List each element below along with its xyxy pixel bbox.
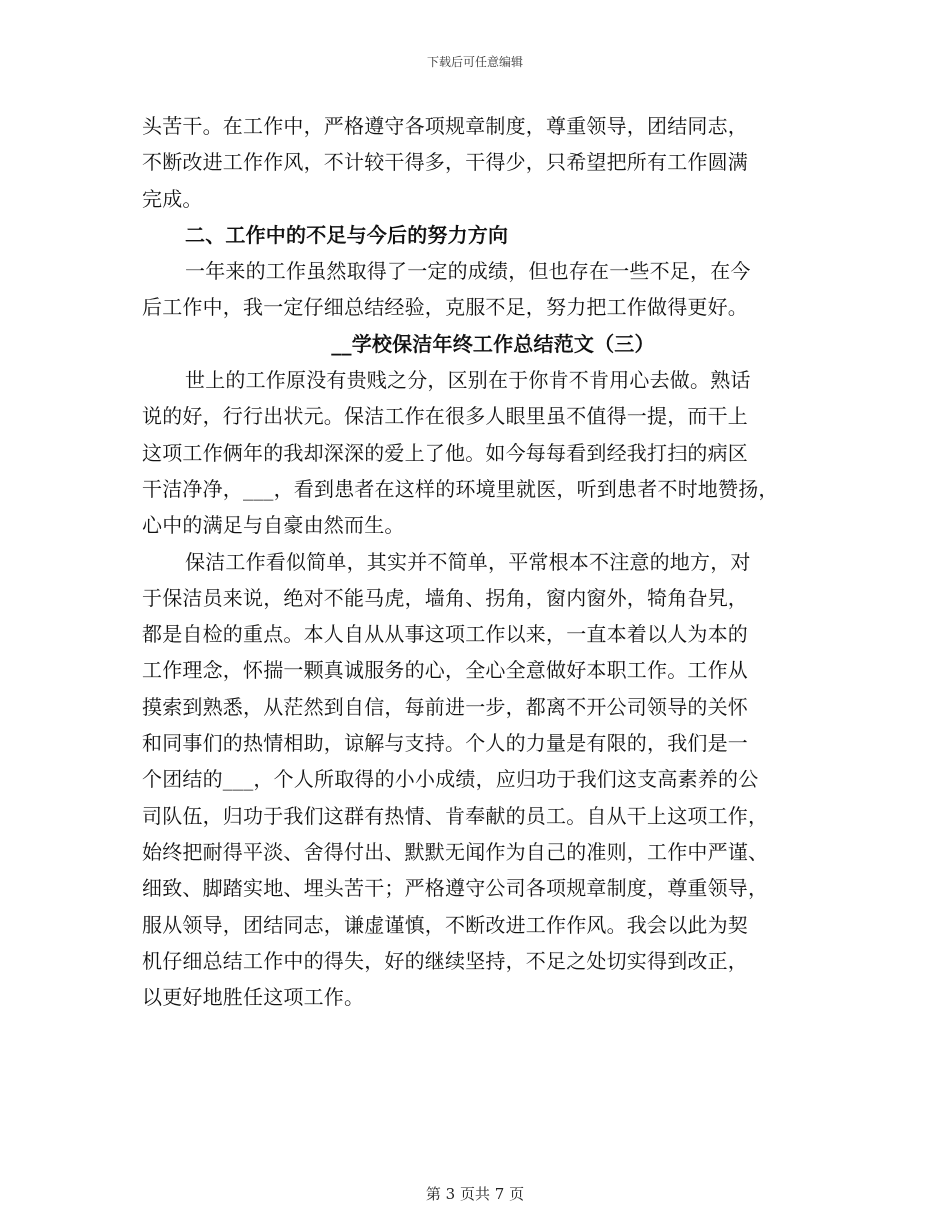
paragraph-line: 都是自检的重点。本人自从从事这项工作以来，一直本着以人为本的 [142,622,748,647]
paragraph-line: 工作理念，怀揣一颗真诚服务的心，全心全意做好本职工作。工作从 [142,658,748,683]
paragraph-line: 这项工作俩年的我却深深的爱上了他。如今每每看到经我打扫的病区 [142,440,748,465]
paragraph-line: 头苦干。在工作中，严格遵守各项规章制度，尊重领导，团结同志， [142,114,748,138]
paragraph-line: 于保洁员来说，绝对不能马虎，墙角、拐角，窗内窗外，犄角旮旯， [142,585,748,610]
paragraph-line: 和同事们的热情相助，谅解与支持。个人的力量是有限的，我们是一 [142,731,748,756]
paragraph-line: 一年来的工作虽然取得了一定的成绩，但也存在一些不足，在今 [185,259,751,284]
paragraph-line: 司队伍，归功于我们这群有热情、肯奉献的员工。自从干上这项工作， [142,803,769,828]
paragraph-line: 细致、脚踏实地、埋头苦干；严格遵守公司各项规章制度，尊重领导， [142,876,769,901]
paragraph-line: 机仔细总结工作中的得失，好的继续坚持，不足之处切实得到改正， [142,948,748,973]
paragraph-line: 干洁净净，___，看到患者在这样的环境里就医，听到患者不时地赞扬， [142,476,779,501]
paragraph-line: 以更好地胜任这项工作。 [142,985,365,1010]
page-footer: 第 3 页共 7 页 [425,1185,525,1203]
paragraph-line: 摸索到熟悉，从茫然到自信，每前进一步，都离不开公司领导的关怀 [142,694,748,719]
document-title: __学校保洁年终工作总结范文（三） [331,331,655,356]
section-heading: 二、工作中的不足与今后的努力方向 [185,222,509,247]
paragraph-line: 个团结的___，个人所取得的小小成绩，应归功于我们这支高素养的公 [142,767,759,792]
page-header: 下载后可任意编辑 [426,55,523,69]
paragraph-line: 不断改进工作作风，不计较干得多，干得少，只希望把所有工作圆满 [142,150,748,175]
paragraph-line: 保洁工作看似简单，其实并不简单，平常根本不注意的地方，对 [185,549,751,574]
paragraph-line: 世上的工作原没有贵贱之分，区别在于你肯不肯用心去做。熟话 [185,368,751,393]
paragraph-line: 完成。 [142,186,203,211]
document-body [142,108,822,1015]
paragraph-line: 说的好，行行出状元。保洁工作在很多人眼里虽不值得一提，而干上 [142,404,748,429]
paragraph-line: 始终把耐得平淡、舍得付出、默默无闻作为自己的准则，工作中严谨、 [142,839,769,864]
paragraph-line: 后工作中，我一定仔细总结经验，克服不足，努力把工作做得更好。 [142,295,748,320]
paragraph-line: 心中的满足与自豪由然而生。 [142,513,405,538]
paragraph-line: 服从领导，团结同志，谦虚谨慎，不断改进工作作风。我会以此为契 [142,912,748,937]
